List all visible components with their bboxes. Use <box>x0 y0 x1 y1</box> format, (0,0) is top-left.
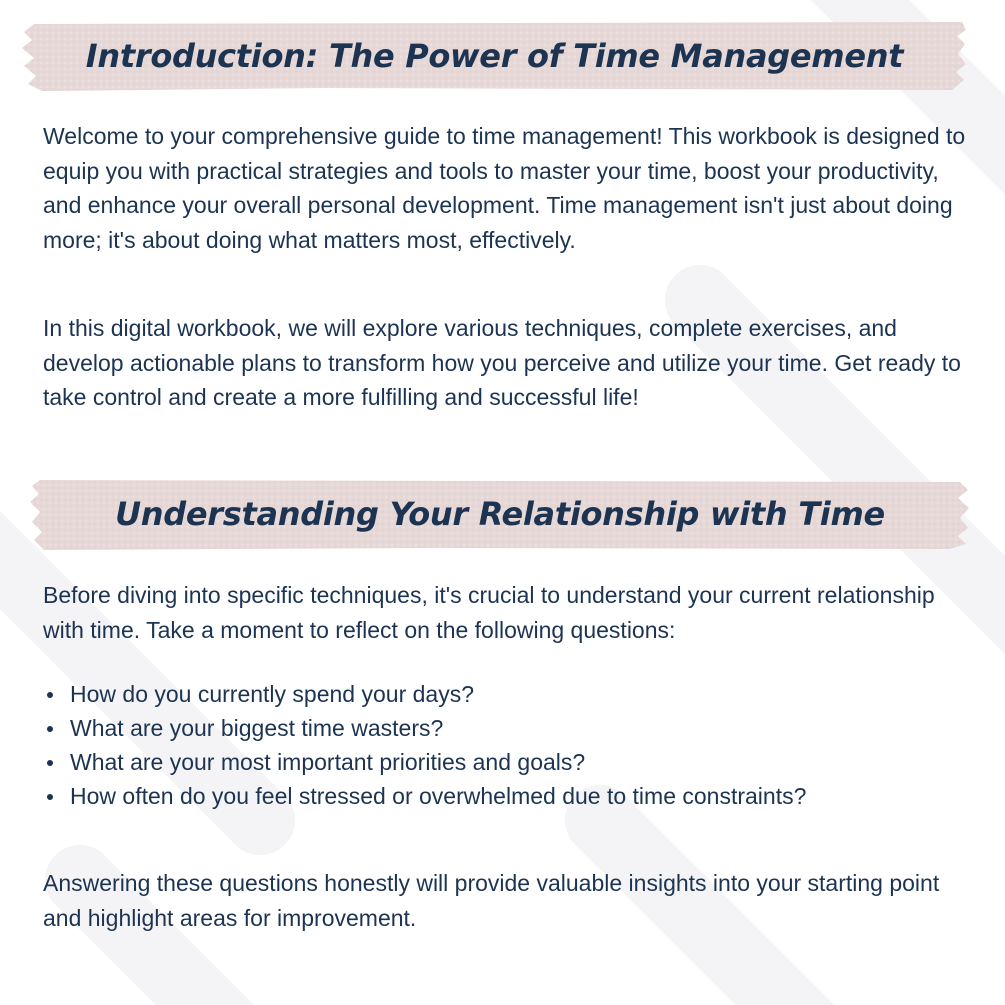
section-heading: Introduction: The Power of Time Management <box>85 37 904 75</box>
question-text: What are your most important priorities and goals? <box>70 749 586 775</box>
section-heading-banner-relationship <box>30 478 970 550</box>
bullet-icon <box>47 726 53 732</box>
list-item <box>43 745 806 779</box>
closing-paragraph: Answering these questions honestly will provide valuable insights into your starting point and highlight areas for improvement. <box>43 870 940 931</box>
bullet-icon <box>47 794 53 800</box>
bullet-icon <box>47 760 53 766</box>
question-text: What are your biggest time wasters? <box>70 715 444 741</box>
question-text: How do you currently spend your days? <box>70 681 474 707</box>
intro-paragraph-1: Welcome to your comprehensive guide to time management! This workbook is designed to equip you with practical strategies and tools to master your time, boost your productivity, and enhance your overall personal development. Time management isn't just about doing more; it's about doing what matters most, effectively. <box>43 123 966 253</box>
reflection-questions-list <box>43 677 806 813</box>
intro-paragraph-2: In this digital workbook, we will explore various techniques, complete exercises, and develop actionable plans to transform how you perceive and utilize your time. Get ready to take control and create a more fulfilling and successful life! <box>43 315 961 410</box>
question-text: How often do you feel stressed or overwhelmed due to time constraints? <box>70 783 807 809</box>
bullet-icon <box>47 692 53 698</box>
section-heading: Understanding Your Relationship with Time <box>115 495 885 533</box>
list-item <box>43 779 806 813</box>
list-item <box>43 677 806 711</box>
list-item <box>43 711 806 745</box>
section-heading-banner-intro <box>22 20 967 92</box>
relationship-intro-paragraph: Before diving into specific techniques, it's crucial to understand your current relationship with time. Take a moment to reflect on the following questions: <box>43 582 935 643</box>
